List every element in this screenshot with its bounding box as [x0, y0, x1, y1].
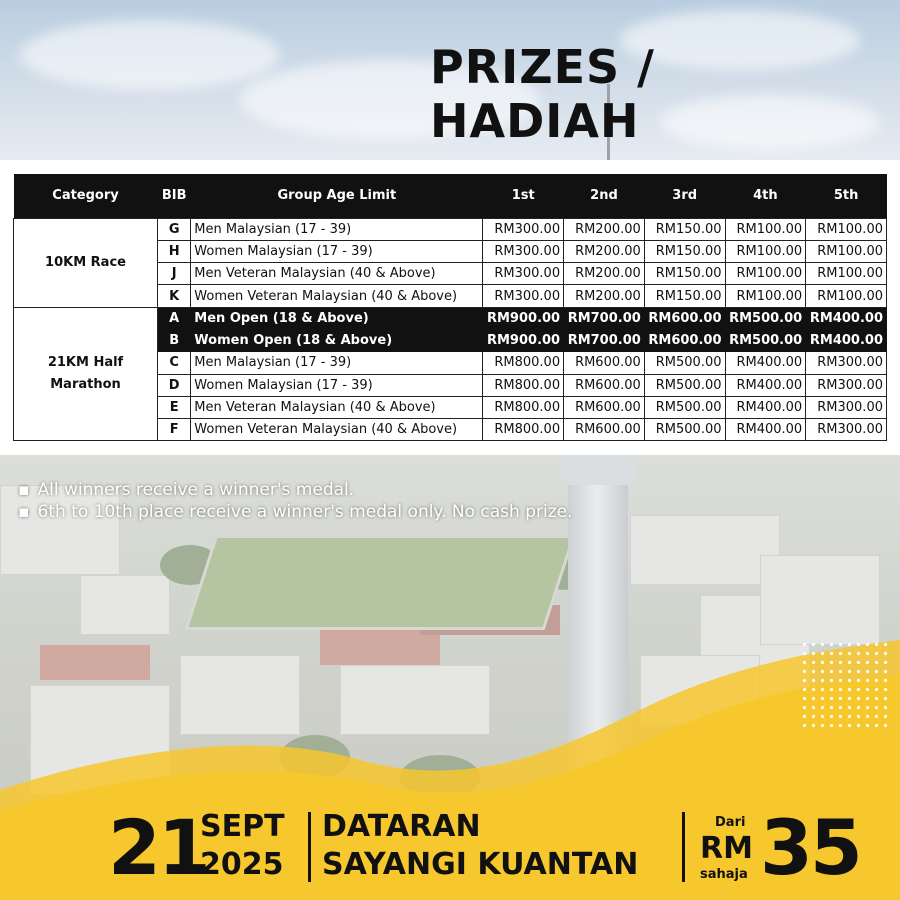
bib-cell: A: [158, 307, 191, 329]
prize-cell: RM300.00: [806, 374, 887, 396]
prize-cell: RM600.00: [564, 352, 645, 374]
prize-cell: RM300.00: [806, 352, 887, 374]
group-cell: Men Open (18 & Above): [191, 307, 483, 329]
prize-cell: RM200.00: [564, 285, 645, 307]
group-cell: Women Malaysian (17 - 39): [191, 374, 483, 396]
table-header-row: [14, 174, 887, 218]
header-bib: BIB: [158, 174, 191, 218]
group-cell: Women Open (18 & Above): [191, 329, 483, 351]
notes-list: [18, 480, 718, 524]
prize-cell: RM300.00: [806, 396, 887, 418]
prize-cell: RM500.00: [725, 307, 806, 329]
group-cell: Men Veteran Malaysian (40 & Above): [191, 396, 483, 418]
note-item: ▪ 6th to 10th place receive a winner's medal only. No cash prize.: [18, 502, 718, 522]
prize-cell: RM150.00: [644, 285, 725, 307]
group-cell: Women Veteran Malaysian (40 & Above): [191, 419, 483, 441]
prize-cell: RM100.00: [806, 240, 887, 262]
bib-cell: F: [158, 419, 191, 441]
table-row: [14, 307, 887, 329]
prize-cell: RM600.00: [564, 419, 645, 441]
prize-cell: RM800.00: [483, 374, 564, 396]
separator: [308, 812, 311, 882]
prize-cell: RM900.00: [483, 307, 564, 329]
bib-cell: H: [158, 240, 191, 262]
price-amount: 35: [760, 803, 860, 892]
prize-cell: RM300.00: [483, 240, 564, 262]
bib-cell: C: [158, 352, 191, 374]
venue-line-1: DATARAN: [322, 809, 481, 844]
note-item: ▪ All winners receive a winner's medal.: [18, 480, 718, 500]
table-body: [14, 218, 887, 441]
prize-cell: RM150.00: [644, 218, 725, 240]
event-day: 21: [108, 803, 208, 892]
price-prefix: Dari: [715, 815, 746, 830]
group-cell: Men Malaysian (17 - 39): [191, 218, 483, 240]
prize-cell: RM800.00: [483, 396, 564, 418]
prize-cell: RM300.00: [483, 218, 564, 240]
event-year: 2025: [200, 847, 284, 882]
category-cell: 21KM Half Marathon: [14, 307, 158, 441]
prize-cell: RM400.00: [725, 396, 806, 418]
header-5th: 5th: [806, 174, 887, 218]
bib-cell: B: [158, 329, 191, 351]
separator: [682, 812, 685, 882]
header-1st: 1st: [483, 174, 564, 218]
prize-cell: RM100.00: [806, 285, 887, 307]
prize-cell: RM600.00: [564, 396, 645, 418]
prize-cell: RM100.00: [725, 285, 806, 307]
prize-cell: RM100.00: [725, 218, 806, 240]
header-4th: 4th: [725, 174, 806, 218]
venue-line-2: SAYANGI KUANTAN: [322, 847, 639, 882]
header-group: Group Age Limit: [191, 174, 483, 218]
prize-cell: RM600.00: [564, 374, 645, 396]
prize-cell: RM600.00: [644, 307, 725, 329]
prize-cell: RM500.00: [644, 419, 725, 441]
bib-cell: D: [158, 374, 191, 396]
group-cell: Men Veteran Malaysian (40 & Above): [191, 263, 483, 285]
prize-cell: RM400.00: [725, 374, 806, 396]
price-suffix: sahaja: [700, 867, 748, 882]
bib-cell: G: [158, 218, 191, 240]
prize-cell: RM700.00: [564, 329, 645, 351]
prize-cell: RM400.00: [806, 307, 887, 329]
prize-cell: RM100.00: [806, 218, 887, 240]
prize-cell: RM200.00: [564, 263, 645, 285]
prize-cell: RM500.00: [644, 396, 725, 418]
prize-cell: RM900.00: [483, 329, 564, 351]
bib-cell: E: [158, 396, 191, 418]
bib-cell: J: [158, 263, 191, 285]
prize-cell: RM800.00: [483, 419, 564, 441]
prize-cell: RM300.00: [806, 419, 887, 441]
prize-cell: RM300.00: [483, 263, 564, 285]
header-2nd: 2nd: [564, 174, 645, 218]
event-month: SEPT: [200, 809, 285, 844]
prize-cell: RM100.00: [806, 263, 887, 285]
prize-cell: RM150.00: [644, 240, 725, 262]
prize-cell: RM300.00: [483, 285, 564, 307]
bib-cell: K: [158, 285, 191, 307]
prize-cell: RM200.00: [564, 218, 645, 240]
prize-cell: RM150.00: [644, 263, 725, 285]
prize-cell: RM400.00: [725, 352, 806, 374]
prize-cell: RM500.00: [644, 352, 725, 374]
header-category: Category: [14, 174, 158, 218]
prize-cell: RM800.00: [483, 352, 564, 374]
dot-pattern: [800, 640, 890, 730]
prize-cell: RM400.00: [806, 329, 887, 351]
group-cell: Men Malaysian (17 - 39): [191, 352, 483, 374]
prize-cell: RM700.00: [564, 307, 645, 329]
prize-cell: RM400.00: [725, 419, 806, 441]
price-currency: RM: [700, 831, 753, 866]
prize-cell: RM200.00: [564, 240, 645, 262]
group-cell: Women Malaysian (17 - 39): [191, 240, 483, 262]
category-cell: 10KM Race: [14, 218, 158, 307]
prize-cell: RM100.00: [725, 263, 806, 285]
header-3rd: 3rd: [644, 174, 725, 218]
prize-cell: RM100.00: [725, 240, 806, 262]
group-cell: Women Veteran Malaysian (40 & Above): [191, 285, 483, 307]
prize-cell: RM600.00: [644, 329, 725, 351]
page-title: PRIZES / HADIAH: [430, 40, 655, 148]
table-row: [14, 218, 887, 240]
prize-table: [13, 174, 887, 441]
prize-cell: RM500.00: [644, 374, 725, 396]
prize-cell: RM500.00: [725, 329, 806, 351]
